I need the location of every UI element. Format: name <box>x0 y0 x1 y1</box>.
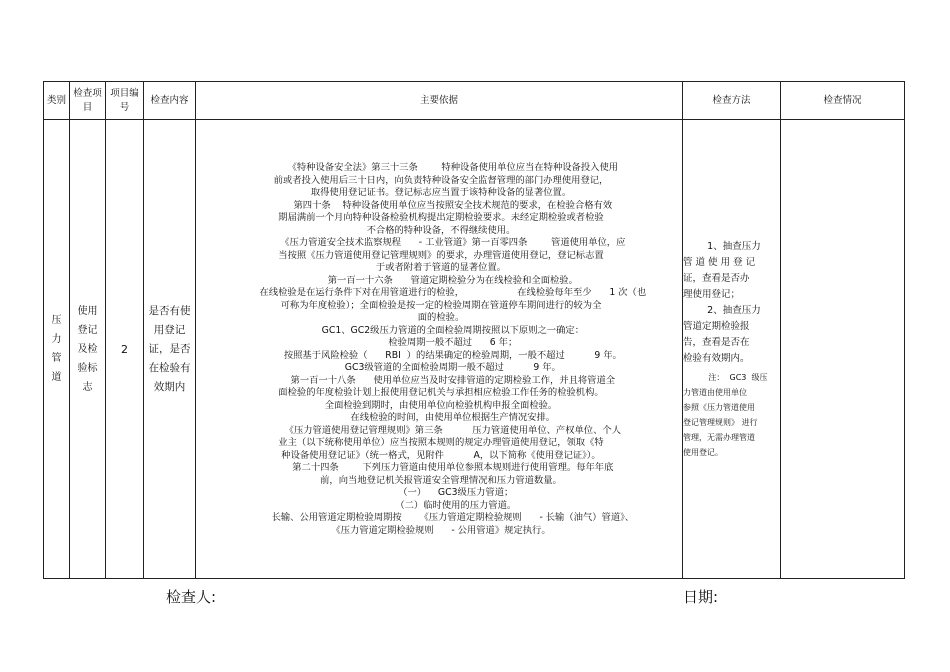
header-status: 检查情况 <box>781 82 905 120</box>
basis-line: 按照基于风险检验（ RBI ）的结果确定的检验周期，一般不超过 9 年。 <box>260 349 622 361</box>
basis-line: 在线检验是在运行条件下对在用管道进行的检验， 在线检验每年至少 1 次（也 <box>235 287 647 298</box>
basis-line: 面检验的年度检验计划上报使用登记机关与承担相应检验工作任务的检验机构。 <box>278 387 604 398</box>
basis-line: 《压力管道使用登记管理规则》第三条 压力管道使用单位、产权单位、个人 <box>261 424 621 436</box>
basis-line: 种设备使用登记证》（统一格式，见附件 A，以下简称《使用登记证》）。 <box>281 449 601 461</box>
basis-line: 可称为年度检验）；全面检验是按一定的检验周期在管道停车期间进行的较为全 <box>280 299 602 311</box>
inspection-table <box>43 81 905 579</box>
method-line: 1、抽查压力 <box>683 240 761 252</box>
basis-line: 检验周期一般不超过 6 年； <box>364 337 518 348</box>
basis-line: 于或者附着于管道的显著位置。 <box>375 262 507 273</box>
method-line: 证，查看是否办 <box>683 272 750 284</box>
basis-line: 第二十四条 下列压力管道由使用单位参照本规则进行使用管理。每年年底 <box>268 462 614 473</box>
note-line: 力管道由使用单位 <box>683 387 747 397</box>
method-line: 告，查看是否在 <box>683 336 750 348</box>
note-line: 使用登记。 <box>683 447 723 457</box>
method-line: 检验有效期内。 <box>683 352 750 364</box>
header-check-content: 检查内容 <box>144 82 196 120</box>
date-label: 日期: <box>683 588 719 606</box>
header-method: 检查方法 <box>683 82 781 120</box>
header-row <box>44 82 905 120</box>
method-line: 2、抽查压力 <box>683 304 761 316</box>
basis-line: 业主（以下统称使用单位）应当按照本规则的规定办理管道使用登记，领取《特 <box>278 437 604 448</box>
note-line: 参照《压力管道使用 <box>683 402 755 412</box>
basis-line: 前或者投入使用后三十日内，向负责特种设备安全监督管理的部门办理使用登记， <box>273 174 609 186</box>
basis-line: 《压力管道安全技术监察规程 - 工业管道》第一百零四条 管道使用单位，应 <box>256 237 626 248</box>
basis-line: 第一百一十六条 管道定期检验分为在线检验和全面检验。 <box>304 274 578 286</box>
basis-cell <box>196 120 683 579</box>
basis-line: （一） GC3级压力管道； <box>368 487 514 498</box>
basis-line: 《压力管道定期检验规则 - 公用管道》规定执行。 <box>331 524 551 536</box>
basis-line: 全面检验到期时，由使用单位向检验机构申报全面检验。 <box>324 399 558 411</box>
header-check-item: 检查项目 <box>70 82 106 120</box>
method-line: 管 道 使 用 登 记 <box>683 256 756 268</box>
basis-line: 在线检验的时间，由使用单位根据生产情况安排。 <box>326 412 556 423</box>
category-cell: 压力管道 <box>44 120 70 579</box>
check-content-cell: 是否有使用登记证，是否在检验有效期内 <box>144 120 196 579</box>
method-cell <box>683 120 781 579</box>
basis-line: GC1、GC2级压力管道的全面检验周期按照以下原则之一确定： <box>298 324 584 336</box>
note-line: 登记管理规则》 进行 <box>683 417 758 427</box>
basis-line: 面的检验。 <box>417 312 465 323</box>
basis-line: 不合格的特种设备，不得继续使用。 <box>366 224 516 236</box>
method-line: 理使用登记； <box>683 288 741 300</box>
basis-line: 取得使用登记证书。登记标志应当置于该特种设备的显著位置。 <box>310 187 572 198</box>
basis-text <box>196 161 682 537</box>
basis-line: 第四十条 特种设备使用单位应当按照安全技术规范的要求，在检验合格有效 <box>269 199 613 211</box>
basis-line: 当按照《压力管道使用登记管理规则》的要求，办理管道使用登记，登记标志置 <box>278 249 604 261</box>
method-text <box>683 239 780 367</box>
basis-line: 期届满前一个月向特种设备检验机构提出定期检验要求。未经定期检验或者检验 <box>278 212 604 223</box>
inspector-label: 检查人: <box>166 588 217 606</box>
note-line: 管理，无需办理管道 <box>683 432 755 442</box>
method-note <box>683 370 780 460</box>
basis-line: 前，向当地登记机关报管道安全管理情况和压力管道数量。 <box>320 474 562 486</box>
basis-line: 第一百一十八条 使用单位应当及时安排管道的定期检验工作，并且将管道全 <box>266 374 616 386</box>
header-item-no: 项目编号 <box>106 82 144 120</box>
table-row <box>44 120 905 579</box>
status-cell[interactable] <box>781 120 905 579</box>
header-basis: 主要依据 <box>196 82 683 120</box>
basis-line: GC3级管道的全面检验周期一般不超过 9 年。 <box>321 362 561 373</box>
item-no-cell: 2 <box>106 120 144 579</box>
basis-line: 长输、公用管道定期检验周期按 《压力管道定期检验规则 - 长输（油气）管道》、 <box>247 512 635 523</box>
basis-line: （二）临时使用的压力管道。 <box>365 499 517 511</box>
header-category: 类别 <box>44 82 70 120</box>
note-line: 注： GC3 级压 <box>683 372 768 382</box>
method-line: 管道定期检验报 <box>683 320 750 332</box>
basis-line: 《特种设备安全法》第三十三条 特种设备使用单位应当在特种设备投入使用 <box>263 162 619 173</box>
check-item-cell: 使用登记及检验标志 <box>70 120 106 579</box>
